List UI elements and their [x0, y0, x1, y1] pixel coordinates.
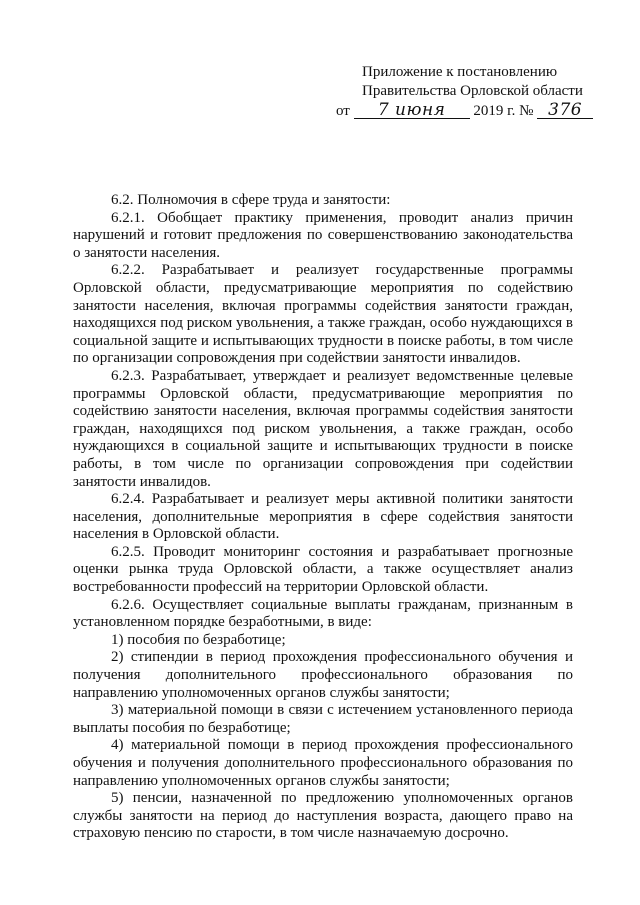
- list-item-4: 4) материальной помощи в период прохождения профессионального обучения и получения дополнительного профессионального образования по направлению уполномоченных органов службы занятости;: [73, 737, 573, 789]
- header-date-line: [336, 102, 626, 121]
- header-line-attachment: Приложение к постановлению: [362, 64, 558, 80]
- paragraph-6-2-4: 6.2.4. Разрабатывает и реализует меры активной политики занятости населения, дополнительные мероприятия в сфере содействия занятости населения в Орловской области.: [73, 491, 573, 543]
- list-item-1: 1) пособия по безработице;: [111, 631, 286, 648]
- paragraph-6-2-5: 6.2.5. Проводит мониторинг состояния и разрабатывает прогнозные оценки рынка труда Орловской области, а также осуществляет анализ востребованности профессий на территории Орловской области.: [73, 543, 573, 596]
- handwritten-number: 376: [537, 102, 593, 119]
- section-heading: 6.2. Полномочия в сфере труда и занятости:: [111, 192, 391, 208]
- paragraph-6-2-6: 6.2.6. Осуществляет социальные выплаты гражданам, признанным в установленном порядке безработными, в виде:: [73, 596, 573, 631]
- list-item-2: 2) стипендии в период прохождения профессионального обучения и получения дополнительного профессионального образования по направлению уполномоченных органов службы занятости;: [73, 649, 573, 701]
- year-and-number-label: 2019 г. №: [473, 103, 534, 119]
- header-line-government: Правительства Орловской области: [362, 83, 583, 99]
- paragraph-6-2-3: 6.2.3. Разрабатывает, утверждает и реализует ведомственные целевые программы Орловской области, предусматривающие мероприятия по содействию занятости населения, включая программы содействия занятости граждан, находящихся под риском увольнения, а также граждан, особо нуждающихся в социальной защите и испытывающих трудности в поиске работы, в том числе по организации сопровождения при содействии занятости инвалидов.: [73, 367, 573, 490]
- document-body: [73, 192, 573, 843]
- date-prefix: от: [336, 103, 350, 119]
- paragraph-6-2-1: 6.2.1. Обобщает практику применения, проводит анализ причин нарушений и готовит предложения по совершенствованию законодательства о занятости населения.: [73, 209, 573, 261]
- list-item-3: 3) материальной помощи в связи с истечением установленного периода выплаты пособия по безработице;: [73, 702, 573, 736]
- paragraph-6-2-2: 6.2.2. Разрабатывает и реализует государственные программы Орловской области, предусматривающие мероприятия по содействию занятости населения, включая программы содействия занятости граждан, находящихся под риском увольнения, а также граждан, особо нуждающихся в социальной защите и испытывающих трудности в поиске работы, в том числе по организации сопровождения при содействии занятости инвалидов.: [73, 262, 573, 367]
- handwritten-date: 7 июня: [354, 102, 470, 119]
- list-item-5: 5) пенсии, назначенной по предложению уполномоченных органов службы занятости на период до наступления возраста, дающего право на страховую пенсию по старости, в том числе назначаемую досрочно.: [73, 790, 573, 842]
- attachment-header: [336, 63, 626, 121]
